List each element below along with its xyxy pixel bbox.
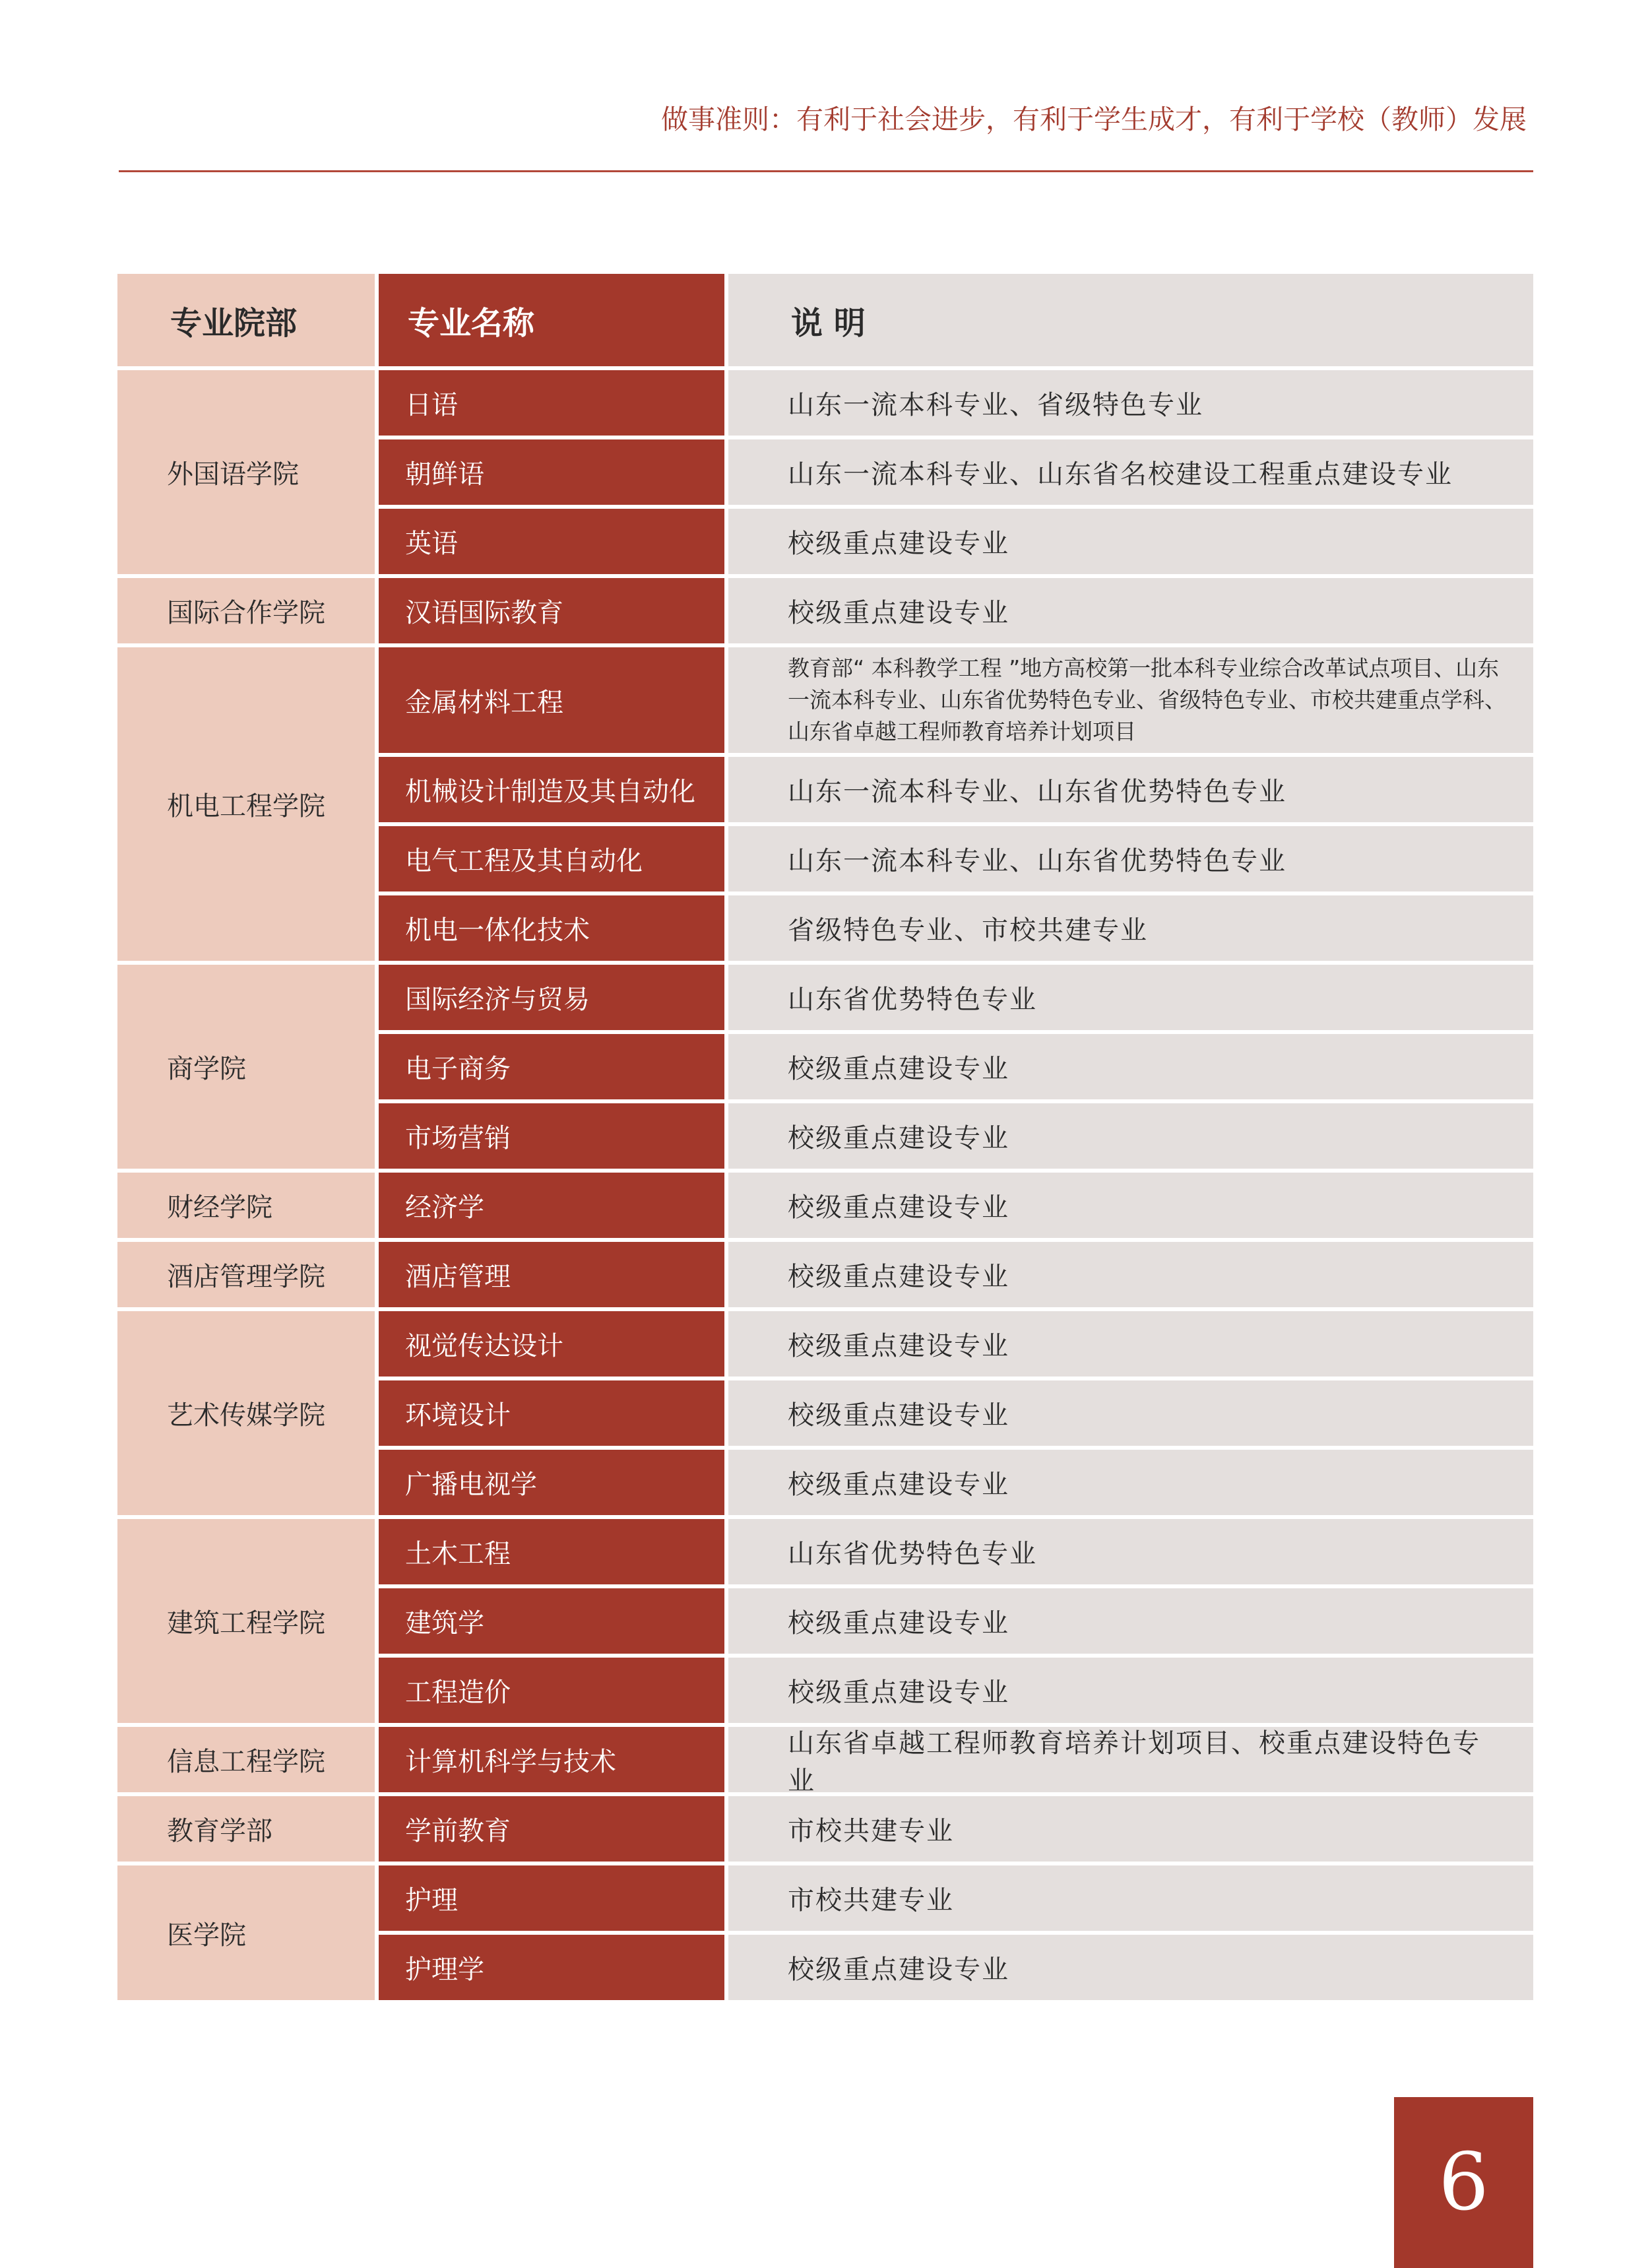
- major-note-cell: 校级重点建设专业: [728, 578, 1533, 643]
- major-name-cell: 汉语国际教育: [379, 578, 724, 643]
- major-name-cell: 机电一体化技术: [379, 895, 724, 961]
- table-row: [379, 578, 1533, 643]
- department-cell: 信息工程学院: [117, 1727, 375, 1792]
- major-name-cell: 市场营销: [379, 1103, 724, 1169]
- department-group: [117, 965, 1533, 1169]
- column-header-department: 专业院部: [117, 274, 375, 366]
- major-note-cell: 校级重点建设专业: [728, 1588, 1533, 1654]
- table-row: [379, 1727, 1533, 1796]
- major-note-cell: 市校共建专业: [728, 1796, 1533, 1862]
- major-name-cell: 朝鲜语: [379, 439, 724, 505]
- major-name-cell: 金属材料工程: [379, 647, 724, 753]
- table-row: [379, 1173, 1533, 1238]
- major-note-cell: 山东一流本科专业、省级特色专业: [728, 370, 1533, 436]
- department-group: [117, 578, 1533, 643]
- major-name-cell: 电子商务: [379, 1034, 724, 1099]
- department-group: [117, 1865, 1533, 2000]
- department-group: [117, 1311, 1533, 1515]
- table-row: [379, 1935, 1533, 2000]
- department-group: [117, 647, 1533, 961]
- table-row: [379, 1588, 1533, 1654]
- major-name-cell: 环境设计: [379, 1380, 724, 1446]
- department-group: [117, 370, 1533, 574]
- department-cell: 财经学院: [117, 1173, 375, 1238]
- major-name-cell: 广播电视学: [379, 1450, 724, 1515]
- major-name-cell: 电气工程及其自动化: [379, 826, 724, 891]
- major-name-cell: 护理: [379, 1865, 724, 1931]
- table-header-row: [117, 274, 1533, 366]
- major-name-cell: 视觉传达设计: [379, 1311, 724, 1377]
- major-name-cell: 国际经济与贸易: [379, 965, 724, 1030]
- major-name-cell: 计算机科学与技术: [379, 1727, 724, 1792]
- table-row: [379, 1311, 1533, 1377]
- department-cell: 酒店管理学院: [117, 1242, 375, 1307]
- table-row: [379, 757, 1533, 822]
- major-name-cell: 英语: [379, 509, 724, 574]
- table-row: [379, 439, 1533, 505]
- major-name-cell: 土木工程: [379, 1519, 724, 1584]
- table-row: [379, 1242, 1533, 1307]
- major-note-cell: 山东一流本科专业、山东省优势特色专业: [728, 757, 1533, 822]
- major-note-cell: 校级重点建设专业: [728, 1242, 1533, 1307]
- header-motto: 做事准则：有利于社会进步，有利于学生成才，有利于学校（教师）发展: [661, 104, 1527, 135]
- page-number: 6: [1394, 2097, 1533, 2268]
- department-cell: 艺术传媒学院: [117, 1311, 375, 1515]
- department-cell: 外国语学院: [117, 370, 375, 574]
- major-note-cell: 校级重点建设专业: [728, 509, 1533, 574]
- major-note-cell: 教育部“ 本科教学工程 ”地方高校第一批本科专业综合改革试点项目、山东一流本科专业、山东省优势特色专业、省级特色专业、市校共建重点学科、山东省卓越工程师教育培养计划项目: [728, 647, 1533, 753]
- major-name-cell: 机械设计制造及其自动化: [379, 757, 724, 822]
- table-row: [379, 1865, 1533, 1931]
- table-row: [379, 1103, 1533, 1169]
- major-note-cell: 山东一流本科专业、山东省优势特色专业: [728, 826, 1533, 891]
- major-note-cell: 校级重点建设专业: [728, 1311, 1533, 1377]
- column-header-major: 专业名称: [379, 274, 724, 366]
- table-row: [379, 647, 1533, 753]
- table-row: [379, 1380, 1533, 1446]
- table-row: [379, 1796, 1533, 1862]
- department-group: [117, 1173, 1533, 1238]
- column-header-note: 说 明: [728, 274, 1533, 366]
- major-note-cell: 校级重点建设专业: [728, 1658, 1533, 1723]
- table-row: [379, 1034, 1533, 1099]
- department-cell: 医学院: [117, 1865, 375, 2000]
- table-row: [379, 1658, 1533, 1723]
- header-divider: [119, 170, 1533, 172]
- major-note-cell: 校级重点建设专业: [728, 1103, 1533, 1169]
- table-row: [379, 895, 1533, 961]
- major-name-cell: 护理学: [379, 1935, 724, 2000]
- major-note-cell: 校级重点建设专业: [728, 1935, 1533, 2000]
- department-cell: 建筑工程学院: [117, 1519, 375, 1723]
- major-note-cell: 市校共建专业: [728, 1865, 1533, 1931]
- department-cell: 国际合作学院: [117, 578, 375, 643]
- major-note-cell: 山东省卓越工程师教育培养计划项目、校重点建设特色专业: [728, 1727, 1533, 1792]
- table-row: [379, 1519, 1533, 1584]
- major-name-cell: 学前教育: [379, 1796, 724, 1862]
- major-note-cell: 山东省优势特色专业: [728, 965, 1533, 1030]
- major-name-cell: 建筑学: [379, 1588, 724, 1654]
- department-cell: 机电工程学院: [117, 647, 375, 961]
- table-row: [379, 826, 1533, 891]
- table-row: [379, 965, 1533, 1030]
- table-row: [379, 1450, 1533, 1515]
- department-group: [117, 1796, 1533, 1862]
- majors-table: [117, 274, 1533, 2004]
- major-note-cell: 校级重点建设专业: [728, 1173, 1533, 1238]
- table-row: [379, 509, 1533, 574]
- major-note-cell: 山东省优势特色专业: [728, 1519, 1533, 1584]
- major-note-cell: 校级重点建设专业: [728, 1450, 1533, 1515]
- major-name-cell: 日语: [379, 370, 724, 436]
- major-note-cell: 山东一流本科专业、山东省名校建设工程重点建设专业: [728, 439, 1533, 505]
- department-cell: 教育学部: [117, 1796, 375, 1862]
- major-name-cell: 酒店管理: [379, 1242, 724, 1307]
- major-name-cell: 工程造价: [379, 1658, 724, 1723]
- major-note-cell: 省级特色专业、市校共建专业: [728, 895, 1533, 961]
- major-note-cell: 校级重点建设专业: [728, 1380, 1533, 1446]
- department-group: [117, 1727, 1533, 1796]
- department-group: [117, 1519, 1533, 1723]
- department-cell: 商学院: [117, 965, 375, 1169]
- table-row: [379, 370, 1533, 436]
- major-note-cell: 校级重点建设专业: [728, 1034, 1533, 1099]
- department-group: [117, 1242, 1533, 1307]
- major-name-cell: 经济学: [379, 1173, 724, 1238]
